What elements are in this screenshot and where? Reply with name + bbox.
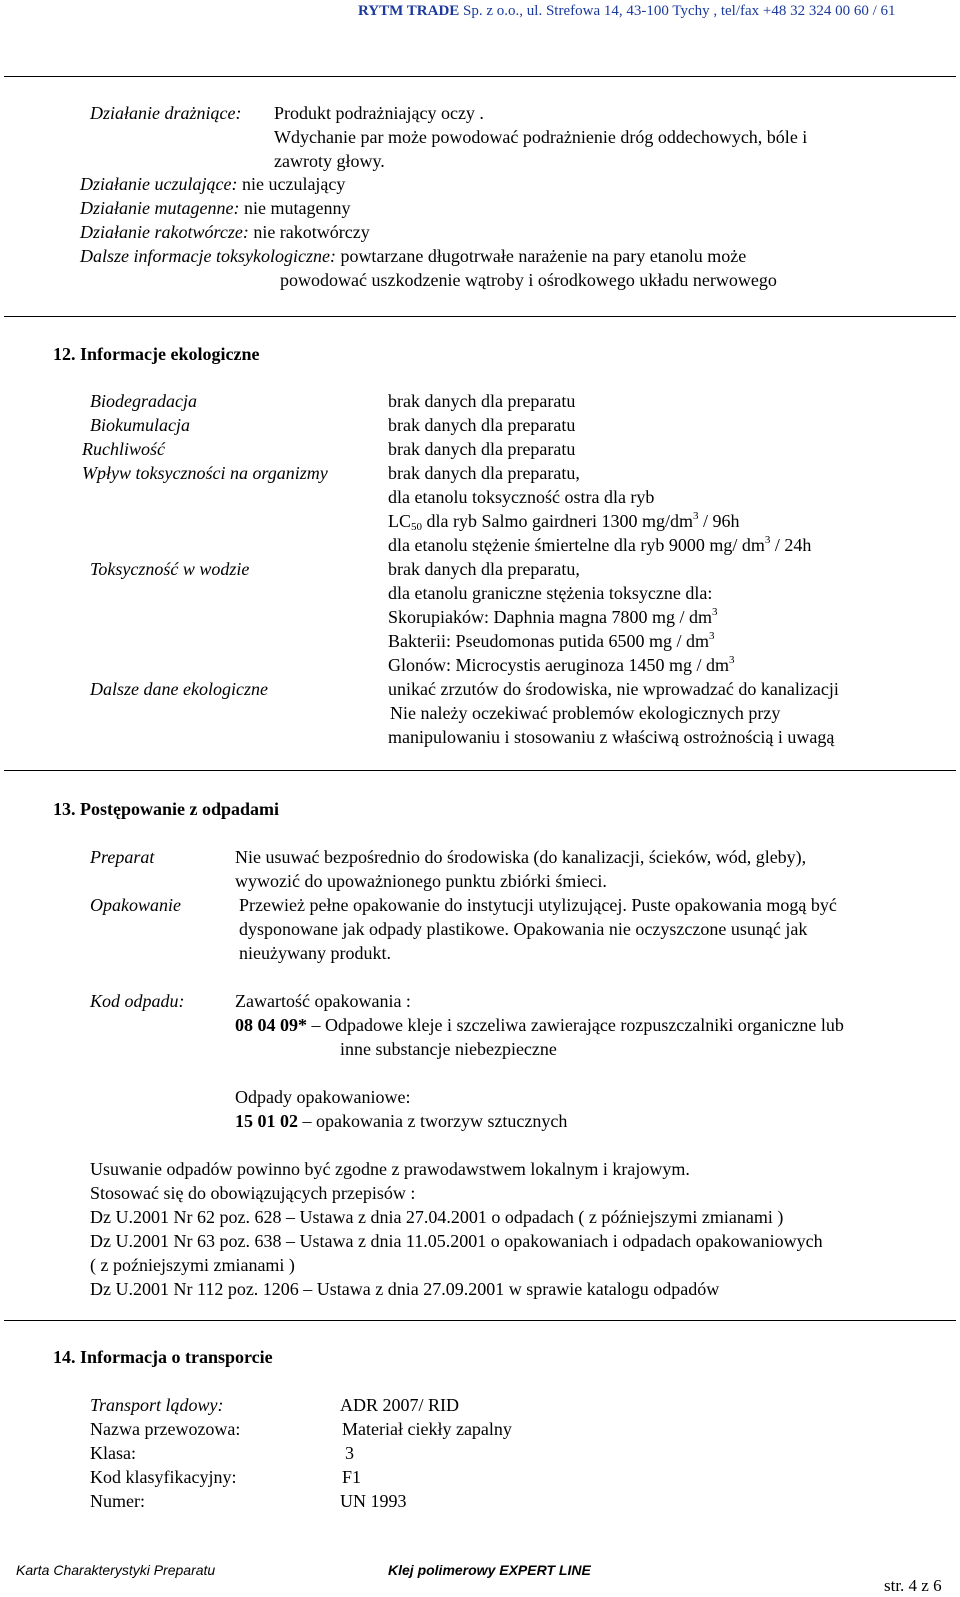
lethal-concentration-line — [388, 533, 811, 557]
packaging-waste-label: Odpady opakowaniowe: — [235, 1087, 411, 1107]
water-toxicity-value: brak danych dla preparatu, — [388, 559, 580, 579]
waste-code-2-text: – opakowania z tworzyw sztucznych — [298, 1111, 568, 1131]
sensitizing-row — [80, 172, 345, 196]
footer-document-name: Karta Charakterystyki Preparatu — [16, 1562, 216, 1578]
lc-prefix: LC — [388, 511, 412, 531]
algae-superscript: 3 — [728, 654, 735, 666]
section-divider — [4, 770, 956, 771]
bioaccumulation-value: brak danych dla preparatu — [388, 415, 576, 435]
waste-code-2: 15 01 02 — [235, 1111, 298, 1131]
law-line-6: Dz U.2001 Nr 112 poz. 1206 – Ustawa z dnia 27.09.2001 w sprawie katalogu odpadów — [90, 1279, 720, 1299]
carcinogenic-label: Działanie rakotwórcze: — [80, 222, 249, 242]
further-tox-value: powtarzane długotrwałe narażenie na pary etanolu może — [335, 246, 747, 266]
bacteria-text: Bakterii: Pseudomonas putida 6500 mg / dm — [388, 631, 709, 651]
law-line-4: Dz U.2001 Nr 63 poz. 638 – Ustawa z dnia 11.05.2001 o opakowaniach i odpadach opakowaniowych — [90, 1231, 823, 1251]
preparation-label: Preparat — [90, 847, 155, 867]
footer-product-name: Klej polimerowy EXPERT LINE — [388, 1562, 591, 1578]
lc-superscript: 3 — [692, 510, 699, 522]
lc50-line — [388, 509, 740, 533]
mutagenic-label: Działanie mutagenne: — [80, 198, 240, 218]
section-12-heading: 12. Informacje ekologiczne — [53, 344, 260, 364]
biodegradation-label: Biodegradacja — [90, 391, 197, 411]
carcinogenic-value: nie rakotwórczy — [248, 222, 370, 242]
mobility-label: Ruchliwość — [82, 439, 165, 459]
mutagenic-value: nie mutagenny — [239, 198, 351, 218]
class-label: Klasa: — [90, 1443, 136, 1463]
bioaccumulation-label: Biokumulacja — [90, 415, 190, 435]
further-tox-label: Dalsze informacje toksykologiczne: — [80, 246, 336, 266]
further-tox-row — [80, 244, 746, 268]
page-header — [358, 3, 896, 20]
mobility-value: brak danych dla preparatu — [388, 439, 576, 459]
no-problems-1: Nie należy oczekiwać problemów ekologicznych przy — [390, 703, 781, 723]
header-divider — [4, 76, 956, 77]
classification-code-value: F1 — [342, 1467, 362, 1487]
class-value: 3 — [345, 1443, 354, 1463]
section-14-heading: 14. Informacja o transporcie — [53, 1347, 273, 1367]
company-address: Sp. z o.o., ul. Strefowa 14, 43-100 Tychy , tel/fax +48 32 324 00 60 / 61 — [459, 3, 896, 19]
further-tox-value-2: powodować uszkodzenie wątroby i ośrodkowego układu nerwowego — [280, 270, 777, 290]
lc-tail: / 96h — [698, 511, 740, 531]
un-number-label: Numer: — [90, 1491, 145, 1511]
waste-code-label: Kod odpadu: — [90, 991, 185, 1011]
law-line-2: Stosować się do obowiązujących przepisów : — [90, 1183, 416, 1203]
irritant-text-3: zawroty głowy. — [274, 151, 385, 171]
algae-line — [388, 653, 734, 677]
un-number-value: UN 1993 — [340, 1491, 407, 1511]
irritant-text-1: Produkt podrażniający oczy . — [274, 103, 484, 123]
shipping-name-value: Materiał ciekły zapalny — [342, 1419, 512, 1439]
company-name: RYTM TRADE — [358, 3, 460, 19]
waste-code-2-row — [235, 1109, 567, 1133]
sensitizing-label: Działanie uczulające: — [80, 174, 238, 194]
waste-code-1-row — [235, 1013, 844, 1037]
packaging-text-3: nieużywany produkt. — [239, 943, 391, 963]
mutagenic-row — [80, 196, 350, 220]
fish-acute-toxicity: dla etanolu toksyczność ostra dla ryb — [388, 487, 655, 507]
bacteria-superscript: 3 — [708, 630, 715, 642]
preparation-text-1: Nie usuwać bezpośrednio do środowiska (do kanalizacji, ścieków, wód, gleby), — [235, 847, 807, 867]
content-label: Zawartość opakowania : — [235, 991, 411, 1011]
section-divider — [4, 316, 956, 317]
law-line-5: ( z poźniejszymi zmianami ) — [90, 1255, 295, 1275]
further-eco-label: Dalsze dane ekologiczne — [90, 679, 268, 699]
daphnia-text: Skorupiaków: Daphnia magna 7800 mg / dm — [388, 607, 712, 627]
law-line-3: Dz U.2001 Nr 62 poz. 628 – Ustawa z dnia 27.04.2001 o odpadach ( z późniejszymi zmianami ) — [90, 1207, 784, 1227]
sensitizing-value: nie uczulający — [237, 174, 346, 194]
preparation-text-2: wywozić do upoważnionego punktu zbiórki śmieci. — [235, 871, 607, 891]
lethal-text: dla etanolu stężenie śmiertelne dla ryb 9000 mg/ dm — [388, 535, 765, 555]
waste-code-1-text-2: inne substancje niebezpieczne — [340, 1039, 557, 1059]
section-divider — [4, 1320, 956, 1321]
packaging-text-1: Przewież pełne opakowanie do instytucji utylizującej. Puste opakowania mogą być — [239, 895, 837, 915]
limit-concentrations: dla etanolu graniczne stężenia toksyczne dla: — [388, 583, 713, 603]
classification-code-label: Kod klasyfikacyjny: — [90, 1467, 237, 1487]
lethal-superscript: 3 — [764, 534, 771, 546]
law-line-1: Usuwanie odpadów powinno być zgodne z prawodawstwem lokalnym i krajowym. — [90, 1159, 690, 1179]
daphnia-superscript: 3 — [711, 606, 718, 618]
waste-code-1: 08 04 09* — [235, 1015, 307, 1035]
no-problems-2: manipulowaniu i stosowaniu z właściwą ostrożnością i uwagą — [388, 727, 835, 747]
carcinogenic-row — [80, 220, 370, 244]
irritant-text-2: Wdychanie par może powodować podrażnienie dróg oddechowych, bóle i — [274, 127, 808, 147]
land-transport-value: ADR 2007/ RID — [340, 1395, 460, 1415]
daphnia-line — [388, 605, 717, 629]
biodegradation-value: brak danych dla preparatu — [388, 391, 576, 411]
waste-code-1-text: – Odpadowe kleje i szczeliwa zawierające rozpuszczalniki organiczne lub — [307, 1015, 844, 1035]
lc-text: dla ryb Salmo gairdneri 1300 mg/dm — [422, 511, 693, 531]
irritant-label: Działanie drażniące: — [90, 103, 242, 123]
water-toxicity-label: Toksyczność w wodzie — [90, 559, 250, 579]
land-transport-label: Transport lądowy: — [90, 1395, 224, 1415]
lc-subscript: 50 — [411, 521, 423, 533]
avoid-discharge: unikać zrzutów do środowiska, nie wprowadzać do kanalizacji — [388, 679, 839, 699]
toxicity-organisms-value: brak danych dla preparatu, — [388, 463, 580, 483]
toxicity-organisms-label: Wpływ toksyczności na organizmy — [82, 463, 328, 483]
shipping-name-label: Nazwa przewozowa: — [90, 1419, 241, 1439]
page-number: str. 4 z 6 — [884, 1576, 942, 1595]
algae-text: Glonów: Microcystis aeruginoza 1450 mg / dm — [388, 655, 729, 675]
packaging-label: Opakowanie — [90, 895, 181, 915]
section-13-heading: 13. Postępowanie z odpadami — [53, 799, 280, 819]
packaging-text-2: dysponowane jak odpady plastikowe. Opakowania nie oczyszczone usunąć jak — [239, 919, 808, 939]
bacteria-line — [388, 629, 714, 653]
lethal-tail: / 24h — [770, 535, 812, 555]
